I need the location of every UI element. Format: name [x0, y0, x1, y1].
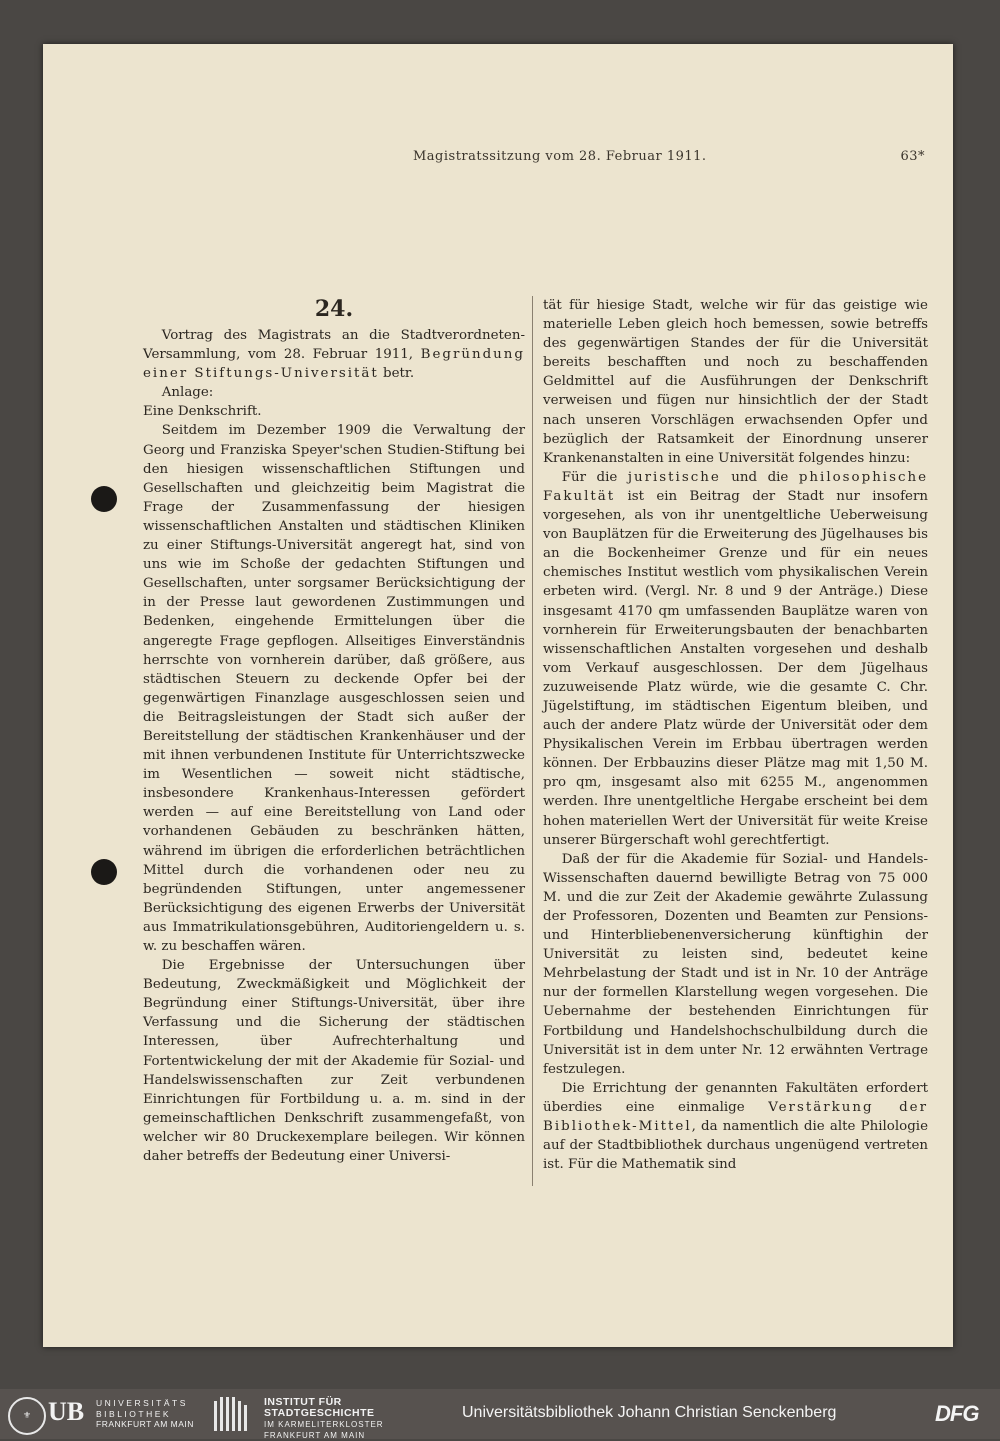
paragraph — [543, 468, 928, 850]
ifs-logo[interactable] — [264, 1397, 384, 1441]
text: Für die — [561, 469, 628, 485]
text: , da namentlich die alte Philologie auf der Stadtbibliothek durchaus ungenügend vertreten ist. Für die Mathematik sind — [543, 1119, 928, 1173]
spaced-text: juristische — [627, 469, 721, 485]
heading-text-end: betr. — [378, 366, 415, 382]
running-header — [413, 149, 925, 164]
paragraph: tät für hiesige Stadt, welche wir für das geistige wie materielle Leben gleich hoch bemessen, sowie betreffs des gegenwärtigen Standes der für die Universität bereits beschafften und noch zu beschaffenden Geldmittel auf die Ausführungen der Denkschrift verweisen und fügen nur hinsichtlich der der Stadt nach unseren Vorschlägen erwachsenden Opfer und bezüglich der Ratsamkeit der Einordnung unserer Krankenanstalten in eine Universität folgendes hinzu: — [543, 298, 928, 466]
ub-logo[interactable]: UB — [48, 1397, 85, 1426]
library-name-link[interactable]: Universitätsbibliothek Johann Christian Senckenberg — [462, 1404, 837, 1421]
text: und die — [720, 469, 799, 485]
punch-hole-bottom — [91, 859, 117, 885]
ifs-line: STADTGESCHICHTE — [264, 1407, 375, 1419]
ifs-line: IM KARMELITERKLOSTER — [264, 1420, 384, 1429]
paragraph: Daß der für die Akademie für Sozial- und Handels-Wissenschaften dauernd bewilligte Betrag von 75 000 M. und die zur Zeit der Akademie gewährte Zulassung der Professoren, Dozenten und Beamten zur Pensions- und Hinterbliebenenversicherung künftighin der Universität zu leisten sind, bedeutet keine Mehrbelastung der Stadt und ist in Nr. 10 der Anträge nur der formellen Klarstellung wegen vorgesehen. Die Uebernahme der bestehenden Einrichtungen für Fortbildung und Handelshochschulbildung durch die Universität ist in dem unter Nr. 12 erwähnten Vertrage festzulegen. — [543, 851, 928, 1077]
ub-line: BIBLIOTHEK — [96, 1408, 172, 1419]
ub-line: FRANKFURT AM MAIN — [96, 1419, 194, 1429]
dfg-logo[interactable]: DFG — [935, 1401, 979, 1426]
heading-text: Vortrag des Magistrats an die Stadtverordneten-Versammlung, vom 28. Februar 1911, — [143, 328, 525, 363]
document-heading — [143, 326, 525, 383]
left-column — [143, 296, 525, 1166]
ifs-columns-icon — [214, 1397, 254, 1431]
text: Die Errichtung der genannten Fakultäten erfordert überdies eine einmalige — [543, 1080, 928, 1115]
anlage-label: Anlage: — [161, 385, 214, 401]
right-column — [543, 296, 928, 1174]
denkschrift-label: Eine Denkschrift. — [143, 404, 262, 420]
ub-line: UNIVERSITÄTS — [96, 1398, 188, 1408]
punch-hole-top — [91, 486, 117, 512]
spaced-text: Verstärkung der Bibliothek-Mittel — [543, 1099, 928, 1135]
text: ist ein Beitrag der Stadt nur insofern vorgesehen, als von ihr unentgeltliche Ueberweisung von Bauplätzen für die Erweiterung des Jügelhauses bis an die Bockenheimer Grenze und für ein neues chemisches Institut westlich vom physikalischen Verein erbeten wird. (Vergl. Nr. 8 und 9 der Anträge.) Diese insgesamt 4170 qm umfassenden Bauplätze waren von vornherein für Erweiterungsbauten der benachbarten wissenschaftlichen Anstalten vorgesehen und deshalb vom Verkauf ausgeschlossen. Der dem Jügelhaus zuzuweisende Platz würde, wie die gesamte C. Chr. Jügelstiftung, im städtischen Eigentum bleiben, und auch der andere Platz würde der Universität oder dem Physikalischen Verein im Erbbau übertragen werden können. Der Erbbauzins dieser Plätze mag mit 1,50 M. pro qm, insgesamt also mit 6255 M., angenommen werden. Ihre unentgeltliche Hergabe erscheint bei dem hohen materiellen Wert der Universität für weite Kreise unserer Bürgerschaft wohl gerechtfertigt. — [543, 488, 928, 848]
paragraph: Die Ergebnisse der Untersuchungen über Bedeutung, Zweckmäßigkeit und Möglichkeit der Begründung einer Stiftungs-Universität, über ihre Verfassung und die Sicherung der städtischen Interessen, über Aufrechterhaltung und Fortentwickelung der mit der Akademie für Sozial- und Handelswissenschaften zur Zeit verbundenen Einrichtungen für Fortbildung u. a. m. sind in der gemeinschaftlichen Denkschrift zusammengefaßt, von welcher wir 80 Druckexemplare beilegen. Wir können daher betreffs der Bedeutung einer Universi- — [143, 958, 525, 1165]
ifs-line: FRANKFURT AM MAIN — [264, 1431, 366, 1440]
paragraph: Seitdem im Dezember 1909 die Verwaltung der Georg und Franziska Speyer'schen Studien-Stiftung bei den hiesigen wissenschaftlichen Stiftungen und Gesellschaften und gleichzeitig beim Magistrat die Frage der Zusammenfassung der hiesigen wissenschaftlichen Anstalten und städtischen Kliniken zu einer Stiftungs-Universität angeregt hat, sind von uns wie im Schoße der gedachten Stiftungen und Gesellschaften, unter sorgsamer Berücksichtigung der in der Presse laut gewordenen Zustimmungen und Bedenken, eingehende Ermittelungen über die angeregte Frage gepflogen. Allseitiges Einverständnis herrschte von vornherein darüber, daß größere, aus städtischen Steuern zu deckende Opfer bei der gegenwärtigen Finanzlage ausgeschlossen seien und die Beitragsleistungen der Stadt sich außer der Bereitstellung der städtischen Krankenhäuser und der mit ihnen verbundenen Institute für Unterrichtszwecke im Wesentlichen — soweit nicht städtische, insbesondere Krankenhaus-Interessen gefördert werden — auf eine Bereitstellung von Land oder vorhandenen Gebäuden zu beschränken hätten, während im übrigen die erforderlichen beträchtlichen Mittel durch die vorhandenen oder neu zu begründenden Stiftungen, unter angemessener Berücksichtigung des eigenen Erwerbs der Universität aus Immatrikulationsgebühren, Auditoriengeldern u. s. w. zu beschaffen wären. — [143, 423, 525, 954]
ub-name — [96, 1398, 194, 1430]
heading-spaced-text: Begründung einer Stiftungs-Universität — [143, 347, 525, 382]
scanned-page — [43, 44, 953, 1347]
footer-bar — [0, 1389, 1000, 1439]
paragraph — [543, 1079, 928, 1174]
spaced-text: philosophische Fakultät — [543, 469, 929, 504]
ub-seal-icon: ⚜ — [8, 1397, 46, 1435]
ifs-line: INSTITUT FÜR — [264, 1396, 342, 1408]
document-number: 24. — [314, 296, 354, 322]
page-number: 63* — [900, 149, 925, 164]
column-divider — [532, 296, 533, 1186]
running-title: Magistratssitzung vom 28. Februar 1911. — [413, 149, 707, 164]
